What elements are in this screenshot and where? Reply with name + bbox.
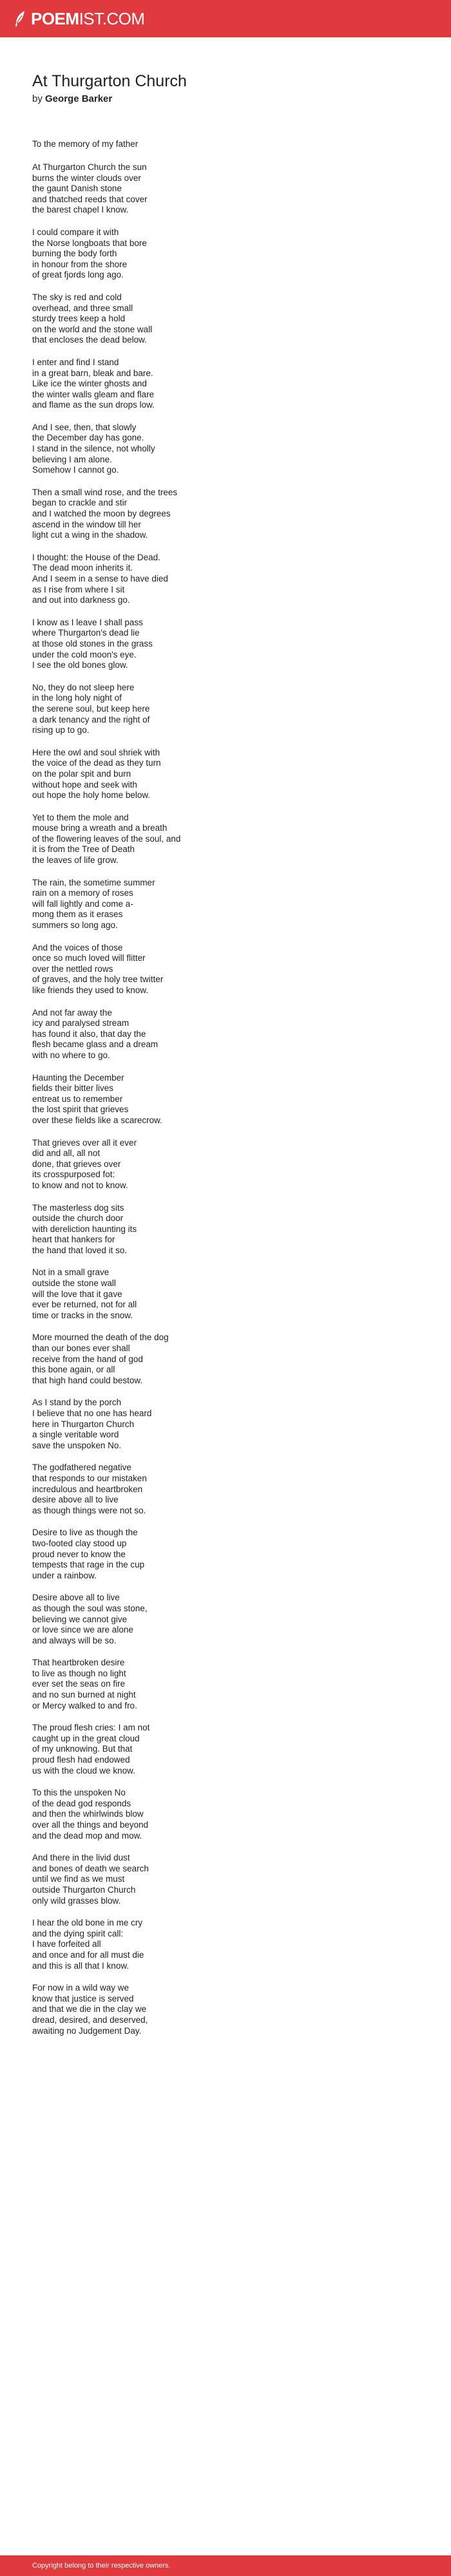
poem-line: in the long holy night of <box>32 693 122 703</box>
poem-line: did and all, all not <box>32 1148 101 1159</box>
poem-line: Then a small wind rose, and the trees <box>32 487 178 497</box>
poem-line: incredulous and heartbroken <box>32 1484 143 1494</box>
poem-line: and flame as the sun drops low. <box>32 400 155 410</box>
by-label: by <box>32 93 43 104</box>
stanza <box>32 1658 419 1711</box>
poem-line: ascend in the window till her <box>32 519 141 529</box>
stanza <box>32 422 419 476</box>
poem-line: has found it also, that day the <box>32 1028 146 1039</box>
poem-line: two-footed clay stood up <box>32 1538 127 1548</box>
poem-line: tempests that rage in the cup <box>32 1560 145 1570</box>
stanza <box>32 357 419 411</box>
poem-line: on the world and the stone wall <box>32 324 153 334</box>
poem-line: once so much loved will flitter <box>32 953 146 963</box>
poem-line: mouse bring a wreath and a breath <box>32 823 168 833</box>
poem-line: until we find as we must <box>32 1874 125 1884</box>
poem-line: like friends they used to know. <box>32 985 149 995</box>
stanza <box>32 878 419 931</box>
poem-line: time or tracks in the snow. <box>32 1310 133 1320</box>
poem-line: know that justice is served <box>32 1993 134 2003</box>
poem-line: that high hand could bestow. <box>32 1375 143 1385</box>
poem-line: the serene soul, but keep here <box>32 703 150 714</box>
stanza <box>32 1593 419 1646</box>
poem-line: than our bones ever shall <box>32 1343 130 1354</box>
stanza <box>32 1267 419 1321</box>
poem-line: the gaunt Danish stone <box>32 184 122 194</box>
poem-body <box>32 138 419 2036</box>
poem-line: And I seem in a sense to have died <box>32 574 168 583</box>
poem-line: Somehow I cannot go. <box>32 465 119 475</box>
stanza <box>32 683 419 736</box>
poem-line: flesh became glass and a dream <box>32 1039 158 1050</box>
poem-line: I believe that no one has heard <box>32 1408 152 1418</box>
poem-line: and once and for all must die <box>32 1949 144 1960</box>
poem-line: the barest chapel I know. <box>32 205 129 215</box>
stanza <box>32 748 419 801</box>
poem-line: here in Thurgarton Church <box>32 1419 135 1429</box>
poem-line: And the voices of those <box>32 942 123 952</box>
stanza <box>32 162 419 216</box>
stanza-list <box>32 162 419 2036</box>
poem-line: Like ice the winter ghosts and <box>32 379 147 389</box>
poem-line: More mourned the death of the dog <box>32 1332 169 1343</box>
stanza <box>32 1788 419 1841</box>
poem-line: I thought: the House of the Dead. <box>32 552 160 562</box>
feather-quill-icon <box>13 10 27 28</box>
poem-line: The proud flesh cries: I am not <box>32 1723 150 1733</box>
poem-line: over the nettled rows <box>32 963 113 974</box>
poem-line: will the love that it gave <box>32 1289 122 1299</box>
site-header <box>0 0 451 37</box>
poem-line: And not far away the <box>32 1007 112 1018</box>
poem-line: I enter and find I stand <box>32 357 119 367</box>
poem-line: and then the whirlwinds blow <box>32 1809 144 1819</box>
poem-line: I stand in the silence, not wholly <box>32 444 155 454</box>
poem-line: outside the church door <box>32 1213 124 1224</box>
logo-light-text: IST.COM <box>79 9 145 28</box>
poem-line: summers so long ago. <box>32 920 118 931</box>
poem-line: on the polar spit and burn <box>32 768 131 779</box>
poem-line: I know as I leave I shall pass <box>32 617 143 627</box>
poem-line: believing we cannot give <box>32 1614 128 1624</box>
poem-line: without hope and seek with <box>32 779 137 790</box>
stanza <box>32 553 419 606</box>
poem-line: believing I am alone. <box>32 454 112 464</box>
poem-line: and I watched the moon by degrees <box>32 509 171 519</box>
site-logo[interactable] <box>13 8 145 29</box>
poem-line: the leaves of life grow. <box>32 855 119 866</box>
poem-line: The godfathered negative <box>32 1463 131 1473</box>
poem-line: out hope the holy home below. <box>32 790 151 800</box>
poem-line: And I see, then, that slowly <box>32 422 137 432</box>
stanza <box>32 1008 419 1061</box>
poem-line: this bone again, or all <box>32 1365 115 1375</box>
poem-line: began to crackle and stir <box>32 498 128 508</box>
poem-line: awaiting no Judgement Day. <box>32 2025 142 2036</box>
poem-line: outside Thurgarton Church <box>32 1884 136 1895</box>
poem-line: heart that hankers for <box>32 1235 115 1245</box>
poem-line: Desire to live as though the <box>32 1528 138 1538</box>
stanza <box>32 1463 419 1516</box>
poem-line: will fall lightly and come a- <box>32 898 133 909</box>
poem-line: the hand that loved it so. <box>32 1245 128 1255</box>
poem-line: outside the stone wall <box>32 1278 116 1289</box>
poem-line: the lost spirit that grieves <box>32 1104 129 1115</box>
stanza <box>32 488 419 541</box>
poem-line: of great fjords long ago. <box>32 270 124 280</box>
poem-line: Desire above all to live <box>32 1593 120 1603</box>
poem-line: or Mercy walked to and fro. <box>32 1700 137 1710</box>
poem-line: a single veritable word <box>32 1430 119 1440</box>
poem-line: to know and not to know. <box>32 1180 128 1190</box>
poem-line: dread, desired, and deserved, <box>32 2014 148 2025</box>
poem-line: As I stand by the porch <box>32 1397 122 1408</box>
poem-line: in a great barn, bleak and bare. <box>32 368 153 378</box>
poem-line: and no sun burned at night <box>32 1690 136 1700</box>
stanza <box>32 1138 419 1191</box>
poem-line: To this the unspoken No <box>32 1788 126 1798</box>
poem-line: as though the soul was stone, <box>32 1603 148 1613</box>
poem-line: ever be returned, not for all <box>32 1300 137 1310</box>
poem-line: light cut a wing in the shadow. <box>32 530 148 540</box>
poem-line: overhead, and three small <box>32 303 133 313</box>
poem-line: Yet to them the mole and <box>32 812 129 822</box>
poem-line: and out into darkness go. <box>32 595 130 605</box>
copyright-notice: Copyright belong to their respective owners. <box>32 2562 171 2570</box>
poem-line: The masterless dog sits <box>32 1202 124 1213</box>
poem-line: and this is all that I know. <box>32 1960 130 1971</box>
poem-line: desire above all to live <box>32 1495 119 1505</box>
poem-line: and the dying spirit call: <box>32 1928 124 1938</box>
poem-line: And there in the livid dust <box>32 1853 130 1863</box>
poem-line: rising up to go. <box>32 725 90 735</box>
poem-line: a dark tenancy and the right of <box>32 714 150 724</box>
stanza <box>32 1332 419 1386</box>
poem-line: under a rainbow. <box>32 1570 97 1580</box>
poem-line: and that we die in the clay we <box>32 2004 147 2014</box>
poem-line: and bones of death we search <box>32 1863 149 1873</box>
poem-line: with dereliction haunting its <box>32 1224 137 1234</box>
poem-line: caught up in the great cloud <box>32 1733 140 1743</box>
poem-line: where Thurgarton's dead lie <box>32 628 140 638</box>
stanza <box>32 1528 419 1581</box>
poem-line: of my unknowing. But that <box>32 1744 133 1754</box>
poem-line: at those old stones in the grass <box>32 638 153 649</box>
poem-line: I hear the old bone in me cry <box>32 1918 143 1928</box>
poem-title: At Thurgarton Church <box>32 72 187 90</box>
stanza <box>32 1073 419 1126</box>
poem-line: The dead moon inherits it. <box>32 563 133 573</box>
poem-line: Not in a small grave <box>32 1267 110 1278</box>
poem-line: and thatched reeds that cover <box>32 194 148 204</box>
poem-line: and always will be so. <box>32 1635 117 1645</box>
poem-line: entreat us to remember <box>32 1094 123 1104</box>
byline <box>32 93 419 106</box>
stanza <box>32 1203 419 1256</box>
poem-line: of graves, and the holy tree twitter <box>32 974 164 985</box>
poem-line: proud flesh had endowed <box>32 1755 130 1765</box>
poem-line: fields their bitter lives <box>32 1083 114 1094</box>
poem-line: as I rise from where I sit <box>32 584 125 594</box>
poem-line: us with the cloud we know. <box>32 1765 135 1776</box>
poem-line: under the cold moon's eye. <box>32 649 137 659</box>
poem-line: with no where to go. <box>32 1050 110 1060</box>
poem-line: that responds to our mistaken <box>32 1473 147 1483</box>
poem-line: as though things were not so. <box>32 1505 146 1515</box>
poem-line: The rain, the sometime summer <box>32 877 155 887</box>
poem-dedication: To the memory of my father <box>32 139 139 149</box>
poem-line: over all the things and beyond <box>32 1820 149 1830</box>
stanza <box>32 943 419 996</box>
stanza <box>32 813 419 866</box>
stanza <box>32 292 419 346</box>
poem-line: receive from the hand of god <box>32 1354 143 1364</box>
poem-line: in honour from the shore <box>32 259 128 269</box>
site-footer <box>0 2555 451 2576</box>
poem-line: Haunting the December <box>32 1072 124 1083</box>
poem-line: done, that grieves over <box>32 1159 121 1169</box>
poem-line: burning the body forth <box>32 249 117 259</box>
poem-line: or love since we are alone <box>32 1625 133 1635</box>
stanza <box>32 1723 419 1776</box>
poem-line: over these fields like a scarecrow. <box>32 1115 162 1125</box>
poem-line: For now in a wild way we <box>32 1983 130 1993</box>
poem-line: No, they do not sleep here <box>32 682 135 692</box>
author-name[interactable]: George Barker <box>45 93 113 104</box>
poem-line: and the dead mop and mow. <box>32 1830 142 1841</box>
poem-line: The sky is red and cold <box>32 292 122 302</box>
poem-line: I could compare it with <box>32 227 119 237</box>
stanza <box>32 1397 419 1451</box>
poem-line: to live as though no light <box>32 1668 126 1678</box>
stanza <box>32 1983 419 2036</box>
poem-line: That heartbroken desire <box>32 1658 125 1668</box>
poem-content <box>32 71 419 2048</box>
logo-wordmark <box>31 8 145 29</box>
poem-line: of the dead god responds <box>32 1798 131 1808</box>
poem-line: the December day has gone. <box>32 433 144 443</box>
stanza <box>32 227 419 281</box>
poem-line: only wild grasses blow. <box>32 1895 121 1906</box>
stanza <box>32 1918 419 1971</box>
poem-line: burns the winter clouds over <box>32 173 141 183</box>
stanza <box>32 1853 419 1906</box>
poem-line: save the unspoken No. <box>32 1440 122 1450</box>
poem-line: Here the owl and soul shriek with <box>32 747 160 757</box>
poem-line: the Norse longboats that bore <box>32 238 147 248</box>
poem-line: the voice of the dead as they turn <box>32 758 161 768</box>
poem-line: that encloses the dead below. <box>32 335 147 345</box>
poem-line: ever set the seas on fire <box>32 1679 126 1689</box>
poem-line: rain on a memory of roses <box>32 888 133 898</box>
poem-line: mong them as it erases <box>32 909 123 920</box>
poem-line: it is from the Tree of Death <box>32 844 135 855</box>
poem-line: sturdy trees keep a hold <box>32 314 126 324</box>
poem-line: That grieves over all it ever <box>32 1137 137 1148</box>
poem-line: proud never to know the <box>32 1549 126 1559</box>
poem-line: icy and paralysed stream <box>32 1018 130 1028</box>
poem-line: At Thurgarton Church the sun <box>32 162 147 172</box>
logo-bold-text: POEM <box>31 9 79 28</box>
poem-line: I have forfeited all <box>32 1939 101 1949</box>
poem-line: I see the old bones glow. <box>32 660 128 670</box>
poem-line: of the flowering leaves of the soul, and <box>32 833 181 844</box>
stanza <box>32 618 419 671</box>
poem-line: its crosspurposed fot: <box>32 1170 115 1180</box>
poem-line: the winter walls gleam and flare <box>32 389 155 399</box>
